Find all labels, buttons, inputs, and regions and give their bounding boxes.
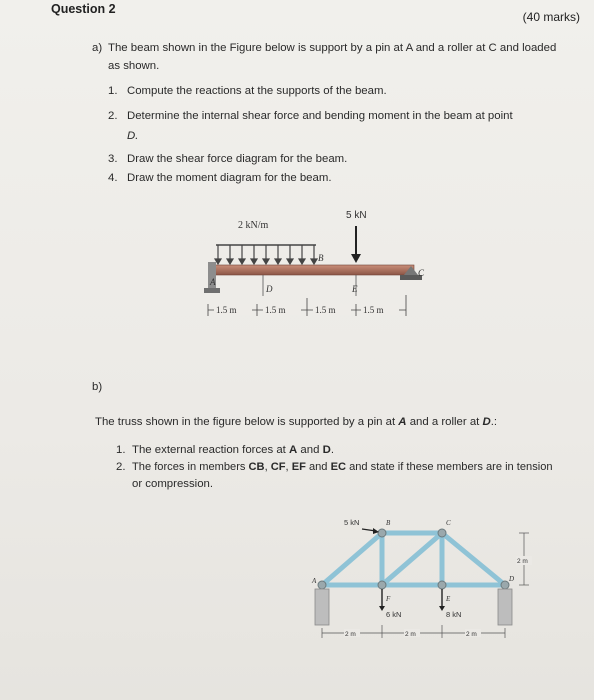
item-text: The external reaction forces at A and D. — [132, 444, 335, 456]
dist-load-label: 2 kN/m — [238, 220, 269, 231]
item-text: or compression. — [132, 478, 214, 490]
beam-figure — [196, 200, 436, 330]
load-label: 6 kN — [386, 610, 402, 619]
truss-members — [322, 533, 505, 585]
node-label: D — [509, 575, 515, 583]
item-text: Compute the reactions at the supports of the beam. — [127, 85, 387, 97]
part-a-intro-line1: The beam shown in the Figure below is support by a pin at A and a roller at C and loaded — [108, 42, 557, 54]
item-number: 2. — [116, 461, 126, 473]
item-number: 3. — [108, 153, 118, 165]
item-text: Draw the moment diagram for the beam. — [127, 172, 332, 184]
load-label: 8 kN — [446, 610, 462, 619]
beam-body — [214, 265, 414, 275]
span-label: 1.5 m — [216, 305, 237, 315]
item-number: 2. — [108, 110, 118, 122]
item-text: Determine the internal shear force and bending moment in the beam at point — [127, 110, 513, 122]
roller-support-icon — [498, 589, 512, 625]
point-load-label: 5 kN — [346, 210, 367, 221]
arrow-head-icon — [379, 606, 385, 611]
question-marks: (40 marks) — [522, 10, 580, 24]
dimension-label: 2 m — [345, 631, 356, 638]
arrow-head-icon — [439, 606, 445, 611]
node-label: C — [446, 519, 451, 527]
item-number: 1. — [116, 444, 126, 456]
dimension-label: 2 m — [466, 631, 477, 638]
span-label: 1.5 m — [265, 305, 286, 315]
node-label: F — [386, 595, 391, 603]
item-text: Draw the shear force diagram for the beam. — [127, 153, 348, 165]
node-label: B — [386, 519, 391, 527]
item-text: D. — [127, 130, 139, 142]
dimension-label: 2 m — [405, 631, 416, 638]
part-a-label: a) — [92, 42, 103, 54]
truss-figure — [300, 505, 540, 655]
part-a-intro-line2: as shown. — [108, 60, 160, 72]
load-label: 5 kN — [344, 518, 360, 527]
dist-load-arrows — [215, 245, 317, 264]
question-title: Question 2 — [51, 2, 116, 16]
item-number: 1. — [108, 85, 118, 97]
point-label: D — [266, 284, 273, 294]
item-number: 4. — [108, 172, 118, 184]
arrow-head-icon — [351, 254, 361, 263]
dimension-label: 2 m — [517, 558, 528, 565]
point-label: E — [352, 284, 358, 294]
point-label: C — [418, 268, 425, 278]
point-label: B — [318, 253, 324, 263]
node-label: E — [446, 595, 451, 603]
node-label: A — [312, 577, 317, 585]
pin-support-icon — [315, 589, 329, 625]
part-b-intro: The truss shown in the figure below is supported by a pin at A and a roller at D.: — [95, 416, 498, 428]
item-text: The forces in members CB, CF, EF and EC and state if these members are in tension — [132, 461, 553, 473]
point-label: A — [210, 277, 216, 287]
span-label: 1.5 m — [363, 305, 384, 315]
part-b-label: b) — [92, 381, 103, 393]
span-label: 1.5 m — [315, 305, 336, 315]
